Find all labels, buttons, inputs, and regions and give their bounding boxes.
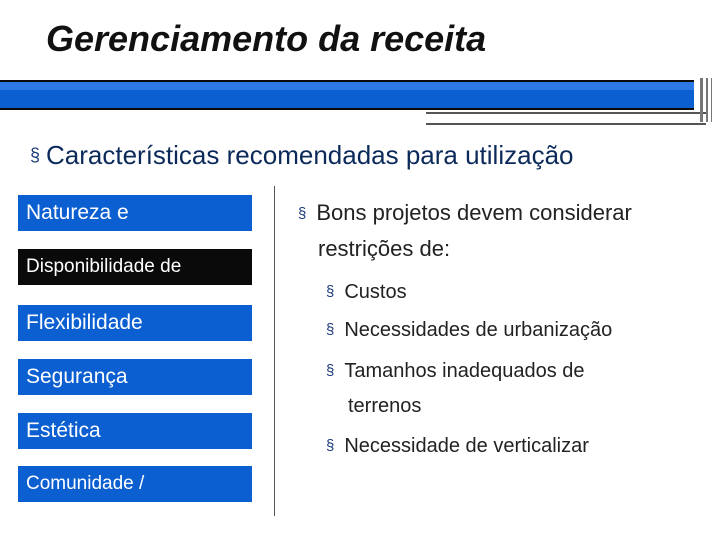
feature-box-seguranca: Segurança xyxy=(18,359,252,395)
feature-box-disponibilidade: Disponibilidade de xyxy=(18,249,252,285)
heading-bullet: § xyxy=(30,145,41,165)
sub-bullet-marker: § xyxy=(326,437,335,454)
feature-box-estetica: Estética xyxy=(18,413,252,449)
sub-bullet-marker: § xyxy=(326,362,335,379)
sub-bullet-text: Custos xyxy=(344,281,407,303)
sub-bullet-marker: § xyxy=(326,283,335,300)
feature-box-natureza: Natureza e xyxy=(18,195,252,231)
main-bullet-line2: restrições de: xyxy=(318,236,451,261)
sub-bullet-urbanizacao xyxy=(326,319,612,342)
header-band-highlight xyxy=(0,82,694,90)
heading-text: Características recomendadas para utilização xyxy=(46,140,574,170)
header-decoration-bar xyxy=(700,78,703,122)
header-decoration-bar xyxy=(711,78,712,122)
sub-bullet-tamanhos xyxy=(326,360,585,383)
column-divider xyxy=(274,186,275,516)
sub-bullet-verticalizar xyxy=(326,435,589,458)
main-bullet-text: Bons projetos devem considerar xyxy=(316,200,632,225)
header-decoration-lines xyxy=(426,112,706,125)
sub-bullet-text: Necessidade de verticalizar xyxy=(344,435,589,457)
sub-bullet-text: Necessidades de urbanização xyxy=(344,319,613,341)
feature-box-flexibilidade: Flexibilidade xyxy=(18,305,252,341)
section-heading xyxy=(30,140,574,171)
sub-bullet-text: Tamanhos inadequados de xyxy=(344,360,585,382)
sub-bullet-custos xyxy=(326,281,407,304)
feature-box-comunidade: Comunidade / xyxy=(18,466,252,502)
sub-bullet-tamanhos-cont: terrenos xyxy=(348,395,422,417)
main-bullet-marker: § xyxy=(298,205,307,222)
sub-bullet-marker: § xyxy=(326,321,335,338)
main-bullet-line1 xyxy=(298,200,632,226)
slide-title: Gerenciamento da receita xyxy=(46,18,487,59)
header-decoration-bar xyxy=(706,78,708,122)
